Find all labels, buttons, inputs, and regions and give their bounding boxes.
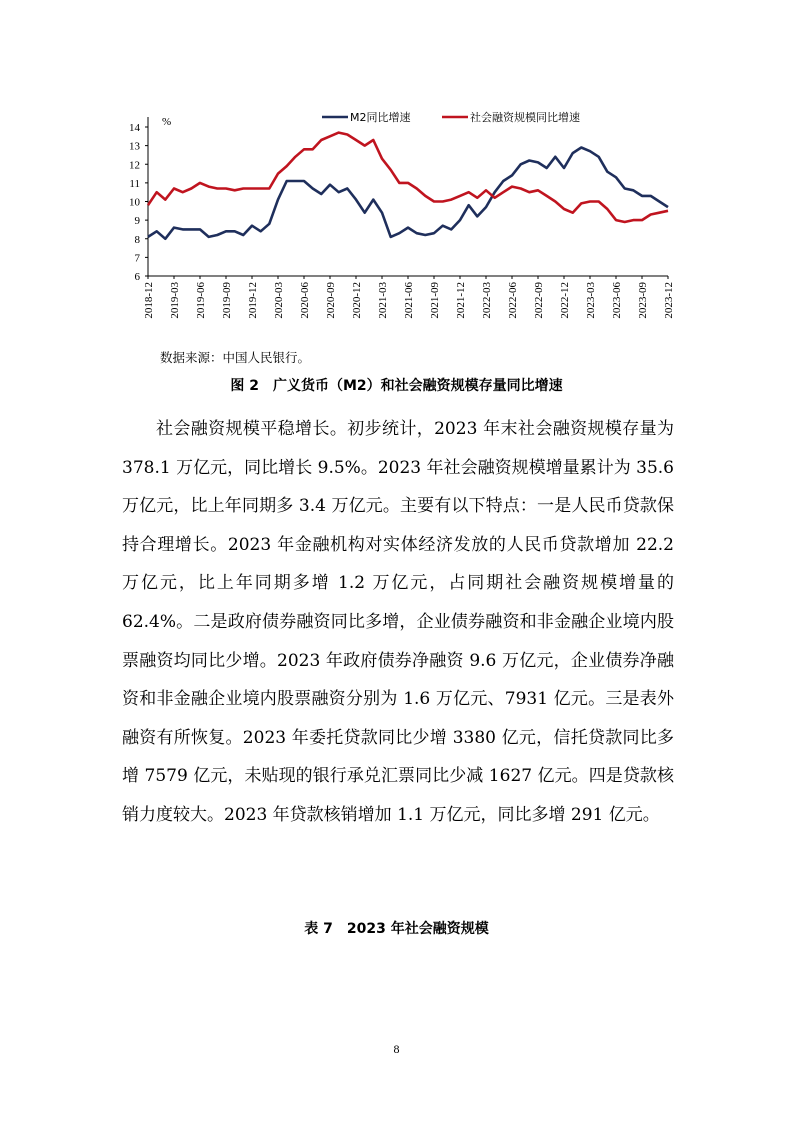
x-tick-label: 2021-06 [403, 282, 415, 319]
y-tick-label: 14 [129, 122, 140, 134]
line-chart [110, 105, 690, 355]
y-tick-label: 7 [134, 252, 140, 265]
legend-label-2: 社会融资规模同比增速 [470, 111, 580, 124]
y-tick-label: 8 [134, 233, 140, 246]
x-tick-label: 2020-06 [299, 282, 311, 319]
x-tick-label: 2019-09 [221, 282, 233, 319]
x-tick-label: 2022-03 [481, 282, 493, 319]
y-tick-label: 6 [134, 271, 140, 283]
x-tick-label: 2019-12 [247, 282, 259, 319]
y-tick-label: 13 [129, 140, 140, 153]
page-number: 8 [393, 1042, 400, 1056]
x-tick-label: 2021-12 [455, 282, 467, 319]
x-tick-label: 2019-06 [195, 282, 207, 319]
x-tick-label: 2023-03 [585, 282, 597, 319]
x-tick-label: 2022-09 [533, 282, 545, 319]
x-tick-label: 2023-09 [637, 282, 649, 319]
y-tick-label: 9 [134, 215, 140, 228]
x-tick-label: 2020-09 [325, 282, 337, 319]
x-tick-label: 2023-12 [663, 282, 675, 319]
y-tick-label: 11 [129, 177, 140, 190]
y-axis-unit: % [162, 116, 172, 128]
chart-series [148, 133, 668, 239]
y-tick-label: 12 [129, 159, 140, 172]
x-tick-label: 2022-06 [507, 282, 519, 319]
series-line-1 [148, 148, 668, 239]
series-line-2 [148, 133, 668, 222]
x-tick-label: 2021-09 [429, 282, 441, 319]
x-tick-label: 2022-12 [559, 282, 571, 319]
data-source-note: 数据来源：中国人民银行。 [160, 350, 311, 365]
legend-label-1: M2同比增速 [350, 111, 411, 124]
table-caption: 表 7 2023 年社会融资规模 [304, 921, 489, 937]
x-tick-label: 2021-03 [377, 282, 389, 319]
x-tick-label: 2020-03 [273, 282, 285, 319]
x-tick-label: 2020-12 [351, 282, 363, 319]
x-tick-label: 2019-03 [169, 282, 181, 319]
figure-caption: 图 2 广义货币（M2）和社会融资规模存量同比增速 [230, 378, 563, 394]
x-tick-label: 2018-12 [143, 282, 155, 319]
y-tick-label: 10 [129, 196, 140, 209]
x-tick-label: 2023-06 [611, 282, 623, 319]
chart-axes [129, 116, 675, 319]
body-paragraph: 社会融资规模平稳增长。初步统计，2023 年末社会融资规模存量为 378.1 万亿元，同比增长 9.5%。2023 年社会融资规模增量累计为 35.6 万亿元，比上年同期多 3.4 万亿元。主要有以下特点：一是人民币贷款保持合理增长。2023 年金融机构对实体经济发放的人民币贷款增加 22.2 万亿元，比上年同期多增 1.2 万亿元，占同期社会融资规模增量的 62.4%。二是政府债券融资同比多增，企业债券融资和非金融企业境内股票融资均同比少增。2023 年政府债券净融资 9.6 万亿元，企业债券净融资和非金融企业境内股票融资分别为 1.6 万亿元、7931 亿元。三是表外融资有所恢复。2023 年委托贷款同比少增 3380 亿元，信托贷款同比多增 7579 亿元，未贴现的银行承兑汇票同比少减 1627 亿元。四是贷款核销力度较大。2023 年贷款核销增加 1.1 万亿元，同比多增 291 亿元。 [122, 419, 674, 825]
chart-legend [322, 110, 580, 124]
